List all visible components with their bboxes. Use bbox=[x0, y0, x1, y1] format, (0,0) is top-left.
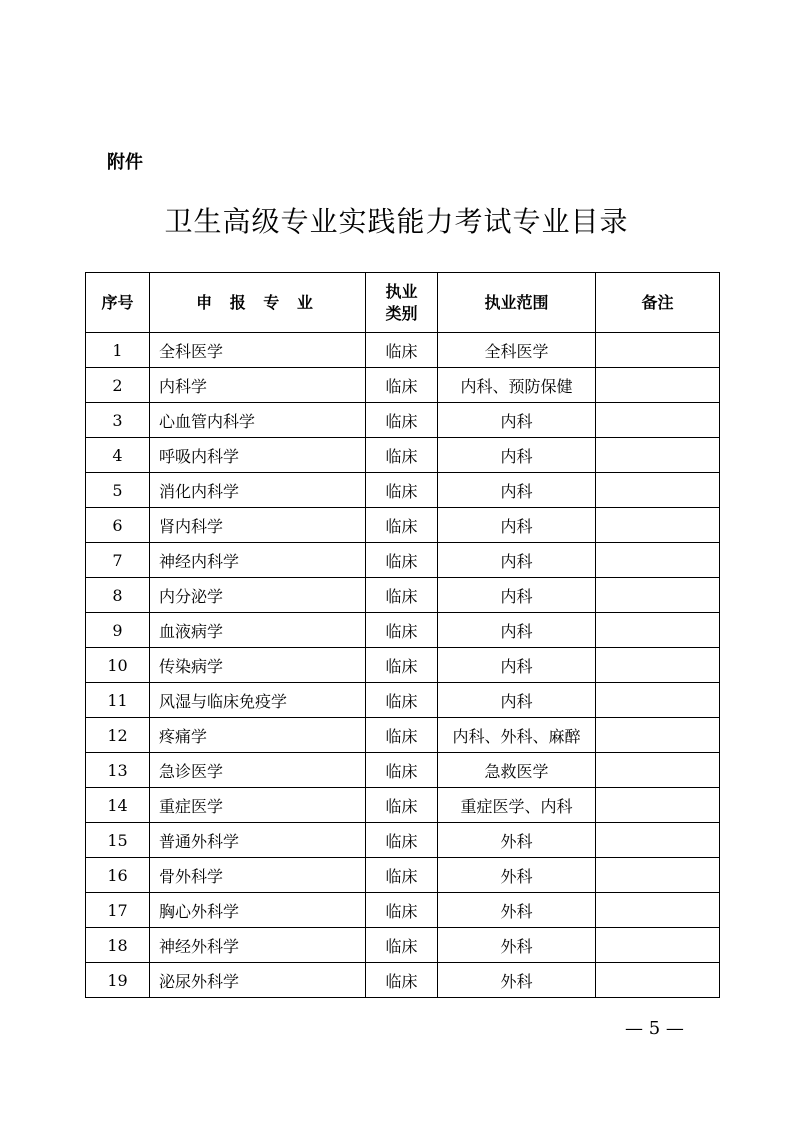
cell-no: 8 bbox=[86, 578, 150, 613]
cell-no: 13 bbox=[86, 753, 150, 788]
cell-no: 9 bbox=[86, 613, 150, 648]
cell-category: 临床 bbox=[366, 683, 438, 718]
cell-major: 神经内科学 bbox=[150, 543, 366, 578]
cell-category: 临床 bbox=[366, 368, 438, 403]
cell-scope: 全科医学 bbox=[438, 333, 596, 368]
cell-category: 临床 bbox=[366, 928, 438, 963]
table-row bbox=[86, 438, 720, 473]
cell-major: 急诊医学 bbox=[150, 753, 366, 788]
cell-major: 全科医学 bbox=[150, 333, 366, 368]
cell-major: 消化内科学 bbox=[150, 473, 366, 508]
cell-scope: 内科 bbox=[438, 613, 596, 648]
cell-no: 5 bbox=[86, 473, 150, 508]
cell-no: 7 bbox=[86, 543, 150, 578]
table-row bbox=[86, 473, 720, 508]
table-row bbox=[86, 648, 720, 683]
cell-major: 呼吸内科学 bbox=[150, 438, 366, 473]
cell-scope: 内科、预防保健 bbox=[438, 368, 596, 403]
cell-major: 疼痛学 bbox=[150, 718, 366, 753]
table-row bbox=[86, 613, 720, 648]
cell-major: 内分泌学 bbox=[150, 578, 366, 613]
cell-no: 16 bbox=[86, 858, 150, 893]
table-row bbox=[86, 508, 720, 543]
cell-scope: 重症医学、内科 bbox=[438, 788, 596, 823]
cell-remarks bbox=[596, 928, 720, 963]
cell-category: 临床 bbox=[366, 648, 438, 683]
cell-remarks bbox=[596, 858, 720, 893]
cell-no: 10 bbox=[86, 648, 150, 683]
cell-scope: 内科 bbox=[438, 683, 596, 718]
cell-category: 临床 bbox=[366, 403, 438, 438]
table-row bbox=[86, 333, 720, 368]
table-row bbox=[86, 683, 720, 718]
header-category bbox=[366, 273, 438, 333]
cell-scope: 外科 bbox=[438, 823, 596, 858]
cell-no: 19 bbox=[86, 963, 150, 998]
cell-major: 传染病学 bbox=[150, 648, 366, 683]
table-row bbox=[86, 578, 720, 613]
cell-remarks bbox=[596, 718, 720, 753]
cell-category: 临床 bbox=[366, 858, 438, 893]
cell-scope: 内科 bbox=[438, 543, 596, 578]
specialty-catalog-table bbox=[85, 272, 720, 998]
cell-major: 胸心外科学 bbox=[150, 893, 366, 928]
cell-no: 12 bbox=[86, 718, 150, 753]
cell-remarks bbox=[596, 438, 720, 473]
cell-remarks bbox=[596, 893, 720, 928]
cell-remarks bbox=[596, 648, 720, 683]
cell-major: 泌尿外科学 bbox=[150, 963, 366, 998]
attachment-label: 附件 bbox=[107, 152, 143, 173]
cell-major: 内科学 bbox=[150, 368, 366, 403]
cell-no: 1 bbox=[86, 333, 150, 368]
cell-scope: 急救医学 bbox=[438, 753, 596, 788]
cell-scope: 内科 bbox=[438, 438, 596, 473]
cell-remarks bbox=[596, 578, 720, 613]
cell-category: 临床 bbox=[366, 438, 438, 473]
cell-category: 临床 bbox=[366, 473, 438, 508]
cell-no: 17 bbox=[86, 893, 150, 928]
table-row bbox=[86, 823, 720, 858]
table-row bbox=[86, 368, 720, 403]
cell-scope: 内科 bbox=[438, 648, 596, 683]
cell-remarks bbox=[596, 508, 720, 543]
cell-no: 15 bbox=[86, 823, 150, 858]
header-category-line2: 类别 bbox=[385, 303, 418, 323]
cell-category: 临床 bbox=[366, 963, 438, 998]
cell-major: 骨外科学 bbox=[150, 858, 366, 893]
table-row bbox=[86, 718, 720, 753]
header-scope: 执业范围 bbox=[438, 273, 596, 333]
cell-major: 血液病学 bbox=[150, 613, 366, 648]
cell-no: 14 bbox=[86, 788, 150, 823]
cell-remarks bbox=[596, 753, 720, 788]
cell-category: 临床 bbox=[366, 333, 438, 368]
cell-no: 18 bbox=[86, 928, 150, 963]
cell-no: 11 bbox=[86, 683, 150, 718]
cell-remarks bbox=[596, 403, 720, 438]
document-title: 卫生高级专业实践能力考试专业目录 bbox=[164, 205, 629, 238]
cell-category: 临床 bbox=[366, 613, 438, 648]
table-row bbox=[86, 893, 720, 928]
table-row bbox=[86, 858, 720, 893]
cell-scope: 内科、外科、麻醉 bbox=[438, 718, 596, 753]
table-row bbox=[86, 963, 720, 998]
cell-remarks bbox=[596, 788, 720, 823]
cell-no: 3 bbox=[86, 403, 150, 438]
table-row bbox=[86, 928, 720, 963]
cell-remarks bbox=[596, 333, 720, 368]
cell-remarks bbox=[596, 543, 720, 578]
cell-category: 临床 bbox=[366, 718, 438, 753]
cell-category: 临床 bbox=[366, 893, 438, 928]
cell-category: 临床 bbox=[366, 753, 438, 788]
table-row bbox=[86, 403, 720, 438]
cell-category: 临床 bbox=[366, 578, 438, 613]
cell-scope: 外科 bbox=[438, 928, 596, 963]
header-no: 序号 bbox=[86, 273, 150, 333]
cell-scope: 内科 bbox=[438, 578, 596, 613]
cell-major: 风湿与临床免疫学 bbox=[150, 683, 366, 718]
cell-no: 6 bbox=[86, 508, 150, 543]
table-row bbox=[86, 788, 720, 823]
cell-scope: 外科 bbox=[438, 858, 596, 893]
cell-major: 神经外科学 bbox=[150, 928, 366, 963]
cell-remarks bbox=[596, 683, 720, 718]
header-remarks: 备注 bbox=[596, 273, 720, 333]
cell-category: 临床 bbox=[366, 788, 438, 823]
cell-category: 临床 bbox=[366, 543, 438, 578]
cell-major: 肾内科学 bbox=[150, 508, 366, 543]
cell-major: 普通外科学 bbox=[150, 823, 366, 858]
cell-scope: 外科 bbox=[438, 963, 596, 998]
cell-category: 临床 bbox=[366, 508, 438, 543]
cell-remarks bbox=[596, 823, 720, 858]
cell-remarks bbox=[596, 473, 720, 508]
cell-remarks bbox=[596, 613, 720, 648]
cell-scope: 内科 bbox=[438, 403, 596, 438]
cell-major: 重症医学 bbox=[150, 788, 366, 823]
cell-scope: 内科 bbox=[438, 508, 596, 543]
cell-remarks bbox=[596, 963, 720, 998]
table-body bbox=[86, 333, 720, 998]
page-number: — 5 — bbox=[625, 1018, 684, 1039]
cell-major: 心血管内科学 bbox=[150, 403, 366, 438]
header-category-line1: 执业 bbox=[385, 281, 418, 301]
cell-no: 4 bbox=[86, 438, 150, 473]
cell-no: 2 bbox=[86, 368, 150, 403]
table-row bbox=[86, 543, 720, 578]
cell-scope: 内科 bbox=[438, 473, 596, 508]
cell-remarks bbox=[596, 368, 720, 403]
cell-category: 临床 bbox=[366, 823, 438, 858]
table-header-row bbox=[86, 273, 720, 333]
header-major: 申 报 专 业 bbox=[150, 273, 366, 333]
table-row bbox=[86, 753, 720, 788]
cell-scope: 外科 bbox=[438, 893, 596, 928]
